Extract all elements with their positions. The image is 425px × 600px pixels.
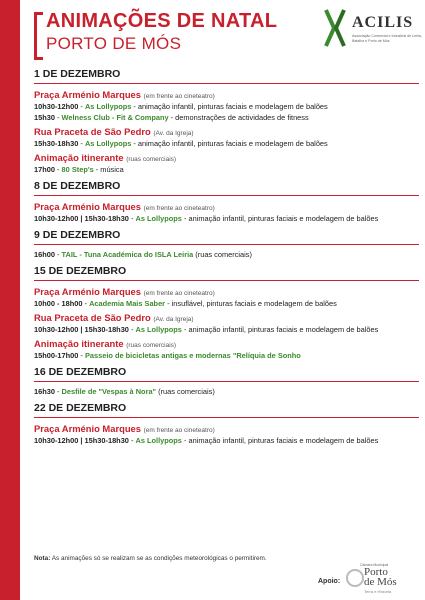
event-time: 10h30-12h00 | 15h30-18h30 [34, 325, 129, 334]
venue-heading [34, 338, 419, 349]
day-divider [34, 280, 419, 281]
event-line [34, 351, 419, 360]
event-line [34, 325, 419, 334]
event-performer: Passeio de bicicletas antigas e modernas "Relíquia de Sonho [84, 351, 301, 360]
event-time: 10h30-12h00 | 15h30-18h30 [34, 214, 129, 223]
event-separator: - [54, 250, 62, 259]
day-divider [34, 83, 419, 84]
venue-name: Praça Arménio Marques [34, 286, 141, 297]
event-separator: - [128, 214, 136, 223]
footnote [34, 555, 267, 562]
day-heading: 16 DE DEZEMBRO [34, 366, 127, 378]
venue-note: (Av. da Igreja) [153, 130, 194, 137]
day-heading: 9 DE DEZEMBRO [34, 229, 121, 241]
event-description: - demonstrações de actividades de fitness [168, 113, 309, 122]
left-accent-bar [0, 0, 20, 600]
event-description: - animação infantil, pinturas faciais e modelagem de balões [181, 214, 379, 223]
event-line [34, 139, 419, 148]
event-description: - insuflável, pinturas faciais e modelagem de balões [165, 299, 337, 308]
footnote-label: Nota: [34, 555, 51, 562]
event-line [34, 387, 419, 396]
event-performer: Welness Club - Fit & Company [61, 113, 169, 122]
event-description: (ruas comerciais) [156, 387, 215, 396]
page-subtitle: PORTO DE MÓS [46, 34, 182, 53]
venue-name: Praça Arménio Marques [34, 423, 141, 434]
venue-note: (ruas comerciais) [126, 156, 177, 163]
schedule [34, 62, 419, 445]
venue-note: (em frente ao cineteatro) [143, 427, 215, 434]
event-performer: As Lollypops [135, 325, 182, 334]
venue-heading [34, 152, 419, 163]
event-performer: As Lollypops [135, 436, 182, 445]
venue-note: (em frente ao cineteatro) [143, 93, 215, 100]
day-heading: 22 DE DEZEMBRO [34, 402, 127, 414]
acilis-logo-icon [322, 8, 348, 48]
venue-name: Praça Arménio Marques [34, 201, 141, 212]
day-divider [34, 381, 419, 382]
event-performer: 80 Step's [61, 165, 94, 174]
porto-de-mos-logo-icon [346, 569, 364, 587]
event-performer: TAIL - Tuna Académica do ISLA Leiria [61, 250, 194, 259]
porto-de-mos-logo [346, 563, 416, 597]
event-separator: - [54, 113, 62, 122]
venue-name: Animação itinerante [34, 152, 124, 163]
event-line [34, 102, 419, 111]
event-separator: - [54, 387, 62, 396]
venue-heading [34, 312, 419, 323]
event-time: 15h30 [34, 113, 55, 122]
event-separator: - [54, 165, 62, 174]
event-description: (ruas comerciais) [193, 250, 252, 259]
event-description: - animação infantil, pinturas faciais e modelagem de balões [181, 325, 379, 334]
venue-heading [34, 126, 419, 137]
event-performer: As Lollypops [84, 139, 132, 148]
day-heading: 15 DE DEZEMBRO [34, 265, 127, 277]
event-time: 16h00 [34, 250, 55, 259]
event-line [34, 165, 419, 174]
event-description: - música [93, 165, 124, 174]
venue-name: Rua Praceta de São Pedro [34, 312, 151, 323]
venue-heading [34, 286, 419, 297]
event-time: 15h30-18h30 [34, 139, 79, 148]
venue-name: Rua Praceta de São Pedro [34, 126, 151, 137]
event-time: 16h30 [34, 387, 55, 396]
day-divider [34, 195, 419, 196]
venue-name: Animação itinerante [34, 338, 124, 349]
venue-note: (ruas comerciais) [126, 342, 177, 349]
venue-name: Praça Arménio Marques [34, 89, 141, 100]
event-separator: - [82, 299, 90, 308]
event-line [34, 113, 419, 122]
porto-de-mos-logo-small: Câmara Municipal [360, 563, 389, 567]
day-divider [34, 244, 419, 245]
event-line [34, 250, 419, 259]
event-description: - animação infantil, pinturas faciais e modelagem de balões [131, 139, 328, 148]
day-heading: 1 DE DEZEMBRO [34, 68, 121, 80]
porto-de-mos-logo-name: Porto de Mós [364, 566, 397, 588]
acilis-logo-subtitle: Associação Comercial e Industrial de Leiria, Batalha e Porto de Mós [352, 34, 422, 43]
venue-note: (em frente ao cineteatro) [143, 205, 215, 212]
event-separator: - [78, 139, 85, 148]
event-line [34, 214, 419, 223]
event-separator: - [78, 102, 85, 111]
event-separator: - [128, 325, 136, 334]
porto-de-mos-logo-tag: Terra e História [364, 589, 392, 594]
event-description: - animação infantil, pinturas faciais e modelagem de balões [181, 436, 379, 445]
event-performer: Desfile de "Vespas à Nora" [61, 387, 157, 396]
acilis-logo [322, 8, 422, 52]
event-time: 15h00-17h00 [34, 351, 79, 360]
venue-heading [34, 201, 419, 212]
title-bracket [34, 12, 43, 60]
venue-note: (Av. da Igreja) [153, 316, 194, 323]
event-line [34, 436, 419, 445]
event-time: 10h30-12h00 [34, 102, 79, 111]
event-performer: As Lollypops [84, 102, 132, 111]
event-description: - animação infantil, pinturas faciais e modelagem de balões [131, 102, 328, 111]
day-heading: 8 DE DEZEMBRO [34, 180, 121, 192]
event-separator: - [128, 436, 136, 445]
event-time: 10h00 - 18h00 [34, 299, 83, 308]
event-line [34, 299, 419, 308]
venue-heading [34, 89, 419, 100]
venue-note: (em frente ao cineteatro) [143, 290, 215, 297]
day-divider [34, 417, 419, 418]
event-performer: Academia Mais Saber [89, 299, 166, 308]
event-separator: - [78, 351, 85, 360]
venue-heading [34, 423, 419, 434]
page-title: ANIMAÇÕES DE NATAL [46, 10, 278, 32]
footnote-text: As animações só se realizam se as condições meteorológicas o permitirem. [50, 555, 267, 562]
event-time: 17h00 [34, 165, 55, 174]
page-header [34, 8, 422, 58]
event-performer: As Lollypops [135, 214, 182, 223]
acilis-logo-name: ACILIS [352, 14, 414, 31]
event-time: 10h30-12h00 | 15h30-18h30 [34, 436, 129, 445]
sponsor-label: Apoio: [318, 578, 341, 585]
